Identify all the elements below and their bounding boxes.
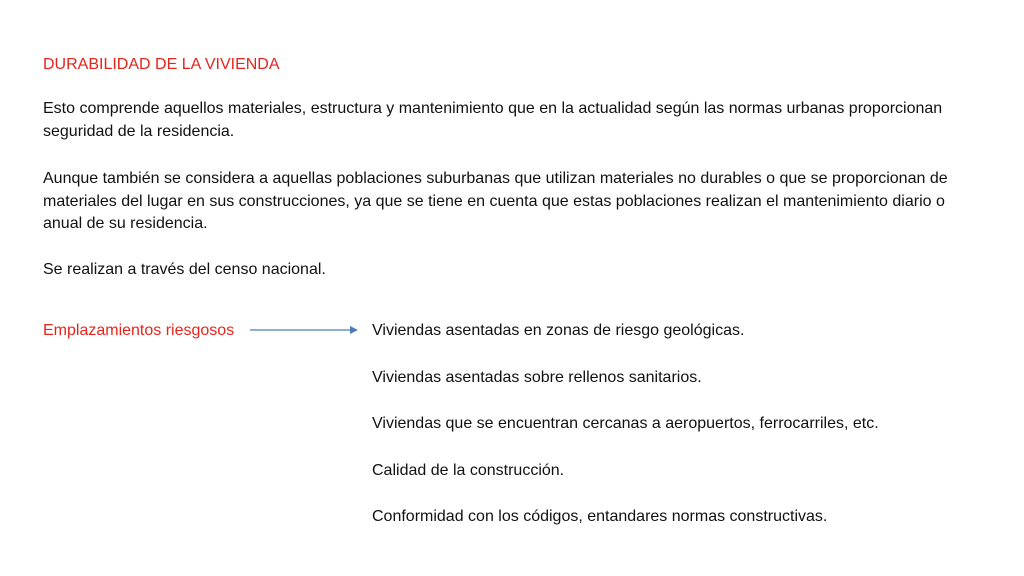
right-arrow-icon <box>250 323 358 337</box>
risk-item-landfill: Viviendas asentadas sobre rellenos sanitarios. <box>372 368 702 386</box>
slide-title: DURABILIDAD DE LA VIVIENDA <box>43 56 280 73</box>
paragraph-suburban: Aunque también se considera a aquellas poblaciones suburbanas que utilizan materiales no durables o que se proporcionan de materiales del lugar en sus construcciones, ya que se tiene en cuenta que estas poblaciones realizan el mantenimiento diario o anual de su residencia. <box>43 170 948 232</box>
risk-label: Emplazamientos riesgosos <box>43 322 235 339</box>
risk-list <box>372 320 992 553</box>
risk-item-geologic: Viviendas asentadas en zonas de riesgo geológicas. <box>372 322 745 339</box>
paragraph-definition: Esto comprende aquellos materiales, estructura y mantenimiento que en la actualidad según las normas urbanas proporcionan seguridad de la residencia. <box>43 100 943 140</box>
risk-item-construction-quality: Calidad de la construcción. <box>372 461 565 479</box>
paragraph-census: Se realizan a través del censo nacional. <box>43 261 326 278</box>
risk-item-airports: Viviendas que se encuentran cercanas a aeropuertos, ferrocarriles, etc. <box>372 415 879 432</box>
risk-item-code-conformity: Conformidad con los códigos, entandares normas constructivas. <box>372 508 828 525</box>
